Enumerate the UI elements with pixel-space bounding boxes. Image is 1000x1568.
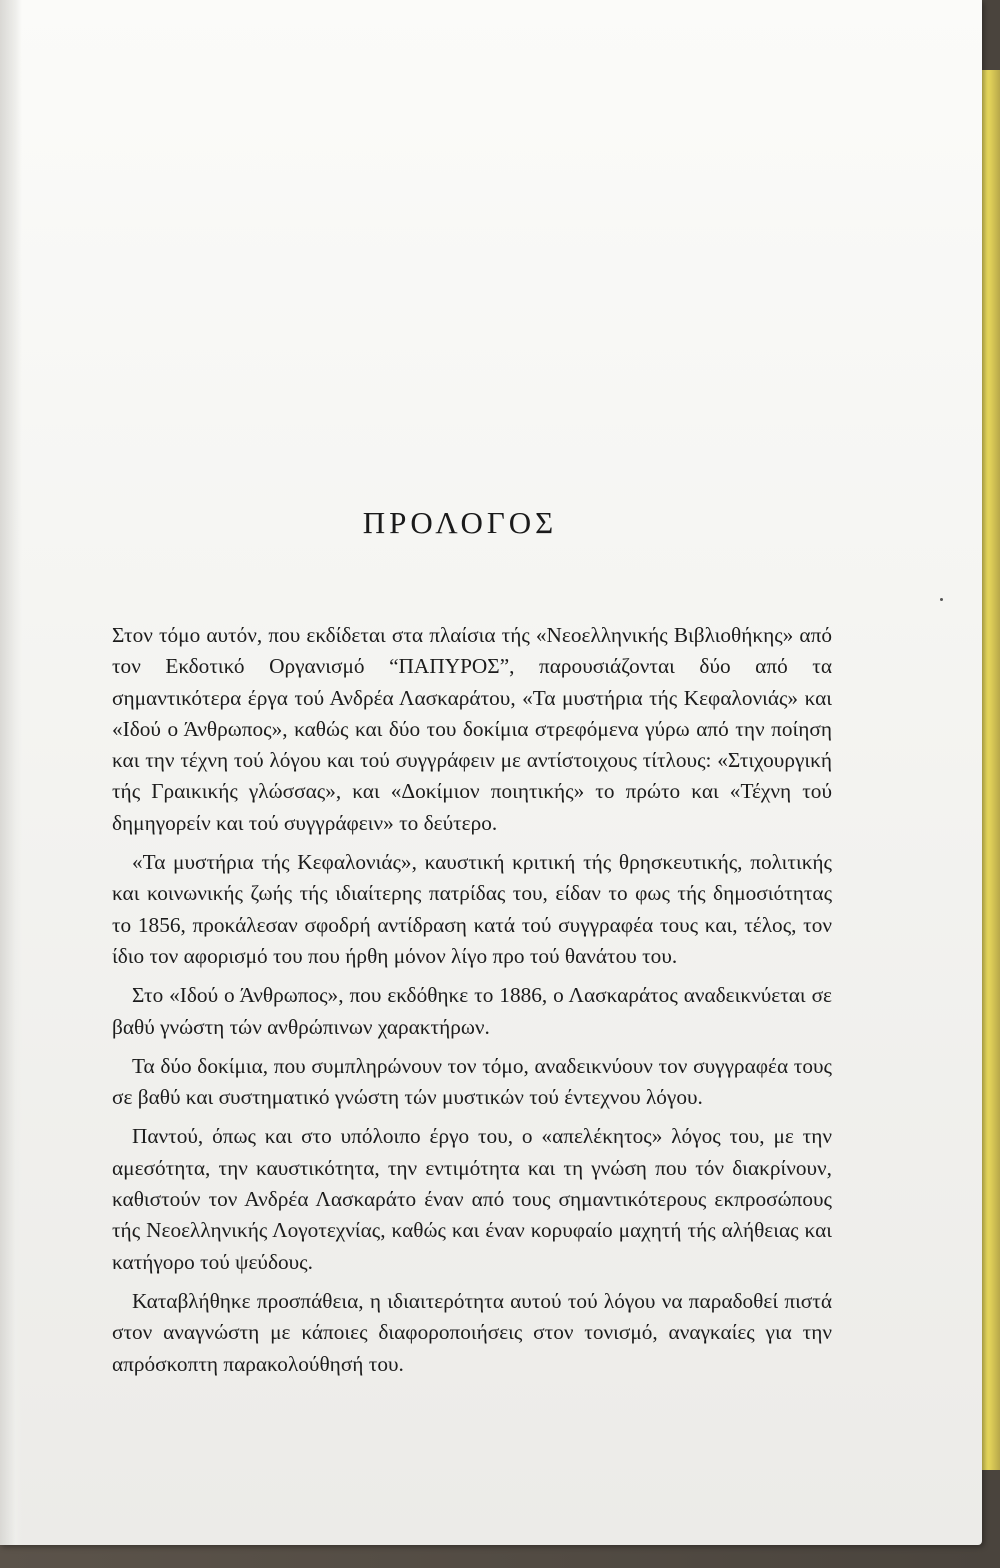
paragraph: Τα δύο δοκίμια, που συμπληρώνουν τον τόμο, αναδεικνύουν τον συγγραφέα τους σε βαθύ και συστηματικό γνώστη τών μυστικών τού έντεχνου λόγου.: [112, 1053, 832, 1110]
page-title: ΠΡΟΛΟΓΟΣ: [362, 505, 558, 540]
paragraph: Καταβλήθηκε προσπάθεια, η ιδιαιτερότητα αυτού τού λόγου να παραδοθεί πιστά στον αναγνώστη με κάποιες διαφοροποιήσεις στον τονισμό, αναγκαίες για την απρόσκοπτη παρακολούθησή του.: [112, 1288, 832, 1376]
ink-speck: [940, 598, 943, 601]
paragraph: «Τα μυστήρια τής Κεφαλονιάς», καυστική κριτική τής θρησκευτικής, πολιτικής και κοινωνικής ζωής τής ιδιαίτερης πατρίδας του, είδαν το φως τής δημοσιότητας το 1856, προκάλεσαν σφοδρή αντίδραση κατά τού συγγραφέα τους και, τέλος, τον ίδιο τον αφορισμό του που ήρθη μόνον λίγο προ τού θανάτου του.: [112, 850, 832, 968]
prologue-body: [112, 620, 832, 1388]
paragraph: Παντού, όπως και στο υπόλοιπο έργο του, ο «απελέκητος» λόγος του, με την αμεσότητα, την καυστικότητα, την εντιμότητα και τη γνώση που τόν διακρίνουν, καθιστούν τον Ανδρέα Λασκαράτο έναν από τους σημαντικότερους εκπροσώπους τής Νεοελληνικής Λογοτεχνίας, καθώς και έναν κορυφαίο μαχητή τής αλήθειας και κατήγορο τού ψεύδους.: [112, 1124, 832, 1274]
paragraph: Στο «Ιδού ο Άνθρωπος», που εκδόθηκε το 1886, ο Λασκαράτος αναδεικνύεται σε βαθύ γνώστη τών ανθρώπινων χαρακτήρων.: [112, 983, 832, 1039]
paragraph: Στον τόμο αυτόν, που εκδίδεται στα πλαίσια τής «Νεοελληνικής Βιβλιοθήκης» από τον Εκδοτικό Οργανισμό “ΠΑΠΥΡΟΣ”, παρουσιάζονται δύο από τα σημαντικότερα έργα τού Ανδρέα Λασκαράτου, «Τα μυστήρια τής Κεφαλονιάς» και «Ιδού ο Άνθρωπος», καθώς και δύο του δοκίμια στρεφόμενα γύρω από την ποίηση και την τέχνη τού λόγου και τού συγγράφειν με αντίστοιχους τίτλους: «Στιχουργική τής Γραικικής γλώσσας», και «Δοκίμιον ποιητικής» το πρώτο και «Τέχνη τού δημηγορείν και τού συγγράφειν» το δεύτερο.: [112, 623, 832, 835]
page-gutter-shadow: [0, 0, 22, 1545]
